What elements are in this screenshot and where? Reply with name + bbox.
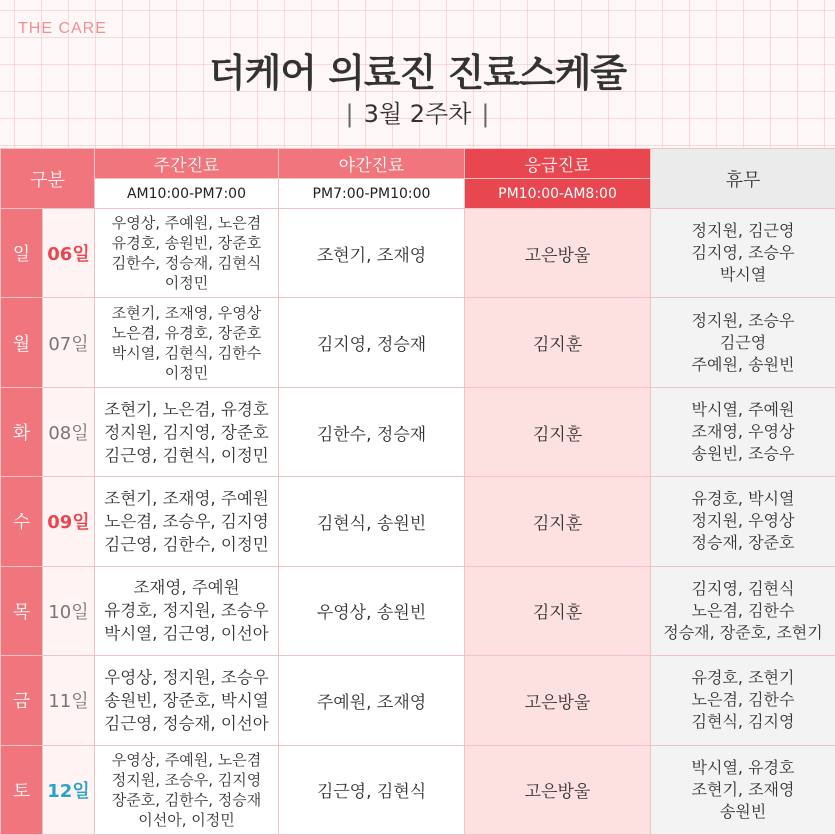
staff-names-line: 주예원, 송원빈 — [691, 354, 795, 374]
emergency-shift-cell: 고은방울 — [465, 745, 651, 834]
staff-names-line: 정지원, 김근영 — [691, 221, 795, 241]
staff-names-line: 유경호, 정지원, 조승우 — [104, 601, 269, 621]
date-cell: 06일 — [43, 209, 95, 298]
schedule-row — [1, 298, 835, 387]
day-shift-header: 주간진료 — [95, 149, 279, 179]
weekday-cell: 월 — [1, 298, 43, 387]
staff-names-line: 정승재, 장준호, 조현기 — [663, 622, 823, 642]
staff-names-line: 김현식, 김지영 — [691, 712, 795, 732]
weekday-cell: 목 — [1, 566, 43, 655]
staff-names-line: 노은겸, 김한수 — [691, 690, 795, 710]
date-cell: 08일 — [43, 387, 95, 476]
category-header: 구분 — [1, 149, 95, 209]
staff-names-line: 장준호, 김한수, 정승재 — [111, 790, 262, 809]
subtitle-divider-right: | — [481, 100, 490, 128]
date-cell: 11일 — [43, 656, 95, 745]
weekday-cell: 화 — [1, 387, 43, 476]
staff-names-line: 노은겸, 조승우, 김지영 — [104, 511, 269, 531]
staff-names-line: 김한수, 정승재, 김현식 — [111, 254, 262, 273]
emergency-shift-cell: 고은방울 — [465, 656, 651, 745]
staff-names-line: 이정민 — [164, 363, 209, 382]
schedule-row — [1, 477, 835, 566]
day-shift-cell — [95, 298, 279, 387]
day-shift-cell — [95, 566, 279, 655]
staff-names-line: 송원빈, 장준호, 박시열 — [104, 690, 269, 710]
staff-names-line: 유경호, 박시열 — [691, 489, 795, 509]
weekday-cell: 일 — [1, 209, 43, 298]
off-duty-header: 휴무 — [651, 149, 835, 209]
page-subtitle — [0, 94, 835, 129]
staff-names-line: 유경호, 조현기 — [691, 668, 795, 688]
day-shift-cell — [95, 387, 279, 476]
staff-names-line: 정지원, 조승우 — [691, 310, 795, 330]
staff-names-line: 우영상, 주예원, 노은겸 — [111, 214, 262, 233]
day-shift-hours: AM10:00-PM7:00 — [95, 179, 279, 209]
off-duty-cell — [651, 745, 835, 834]
emergency-shift-hours: PM10:00-AM8:00 — [465, 179, 651, 209]
weekday-cell: 토 — [1, 745, 43, 834]
emergency-shift-cell: 고은방울 — [465, 209, 651, 298]
staff-names-line: 정지원, 우영상 — [691, 511, 795, 531]
schedule-row — [1, 209, 835, 298]
staff-names-line: 박시열, 주예원 — [691, 400, 795, 420]
schedule-table — [0, 148, 835, 835]
staff-names-line: 노은겸, 김한수 — [691, 600, 795, 620]
staff-names-line: 김지영, 조승우 — [691, 243, 795, 263]
off-duty-cell — [651, 209, 835, 298]
staff-names-line: 조현기, 노은겸, 유경호 — [104, 399, 269, 419]
brand-logo-text: THE CARE — [18, 20, 107, 37]
page-title: 더케어 의료진 진료스케줄 — [208, 51, 627, 95]
staff-names-line: 박시열, 유경호 — [691, 757, 795, 777]
off-duty-cell — [651, 298, 835, 387]
off-duty-cell — [651, 656, 835, 745]
date-cell: 07일 — [43, 298, 95, 387]
emergency-shift-cell: 김지훈 — [465, 566, 651, 655]
off-duty-cell — [651, 566, 835, 655]
night-shift-cell: 조현기, 조재영 — [279, 209, 465, 298]
header-banner — [0, 0, 835, 148]
weekday-cell: 수 — [1, 477, 43, 566]
night-shift-cell: 김한수, 정승재 — [279, 387, 465, 476]
weekday-cell: 금 — [1, 656, 43, 745]
staff-names-line: 우영상, 정지원, 조승우 — [104, 667, 269, 687]
night-shift-cell: 우영상, 송원빈 — [279, 566, 465, 655]
night-shift-cell: 김현식, 송원빈 — [279, 477, 465, 566]
off-duty-cell — [651, 477, 835, 566]
staff-names-line: 이정민 — [164, 274, 209, 293]
day-shift-cell — [95, 656, 279, 745]
staff-names-line: 우영상, 주예원, 노은겸 — [111, 750, 262, 769]
staff-names-line: 김근영, 김한수, 이정민 — [104, 534, 269, 554]
staff-names-line: 조재영, 주예원 — [133, 578, 240, 598]
staff-names-line: 김근영 — [719, 332, 767, 352]
staff-names-line: 정지원, 조승우, 김지영 — [111, 770, 262, 789]
staff-names-line: 김근영, 김현식, 이정민 — [104, 445, 269, 465]
schedule-row — [1, 745, 835, 834]
staff-names-line: 박시열, 김현식, 김한수 — [111, 343, 262, 362]
schedule-row — [1, 656, 835, 745]
schedule-row — [1, 566, 835, 655]
date-cell: 09일 — [43, 477, 95, 566]
emergency-shift-cell: 김지훈 — [465, 387, 651, 476]
staff-names-line: 김근영, 정승재, 이선아 — [104, 713, 269, 733]
off-duty-cell — [651, 387, 835, 476]
date-cell: 12일 — [43, 745, 95, 834]
night-shift-cell: 김지영, 정승재 — [279, 298, 465, 387]
staff-names-line: 송원빈 — [719, 801, 767, 821]
schedule-body — [1, 209, 835, 835]
staff-names-line: 정지원, 김지영, 장준호 — [104, 422, 269, 442]
staff-names-line: 김지영, 김현식 — [691, 578, 795, 598]
day-shift-cell — [95, 477, 279, 566]
subtitle-divider-left: | — [345, 100, 354, 128]
night-shift-hours: PM7:00-PM10:00 — [279, 179, 465, 209]
staff-names-line: 송원빈, 조승우 — [691, 444, 795, 464]
staff-names-line: 박시열, 김근영, 이선아 — [104, 624, 269, 644]
date-cell: 10일 — [43, 566, 95, 655]
staff-names-line: 조재영, 우영상 — [691, 422, 795, 442]
schedule-row — [1, 387, 835, 476]
staff-names-line: 이선아, 이정민 — [138, 810, 235, 829]
staff-names-line: 조현기, 조재영 — [691, 779, 795, 799]
emergency-shift-header: 응급진료 — [465, 149, 651, 179]
day-shift-cell — [95, 209, 279, 298]
night-shift-cell: 주예원, 조재영 — [279, 656, 465, 745]
staff-names-line: 유경호, 송원빈, 장준호 — [111, 234, 262, 253]
subtitle-text: 3월 2주차 — [363, 100, 472, 128]
day-shift-cell — [95, 745, 279, 834]
emergency-shift-cell: 김지훈 — [465, 298, 651, 387]
night-shift-cell: 김근영, 김현식 — [279, 745, 465, 834]
staff-names-line: 조현기, 조재영, 우영상 — [111, 303, 262, 322]
staff-names-line: 조현기, 조재영, 주예원 — [104, 488, 269, 508]
staff-names-line: 정승재, 장준호 — [691, 533, 795, 553]
night-shift-header: 야간진료 — [279, 149, 465, 179]
emergency-shift-cell: 김지훈 — [465, 477, 651, 566]
staff-names-line: 노은겸, 유경호, 장준호 — [111, 323, 262, 342]
staff-names-line: 박시열 — [719, 265, 767, 285]
